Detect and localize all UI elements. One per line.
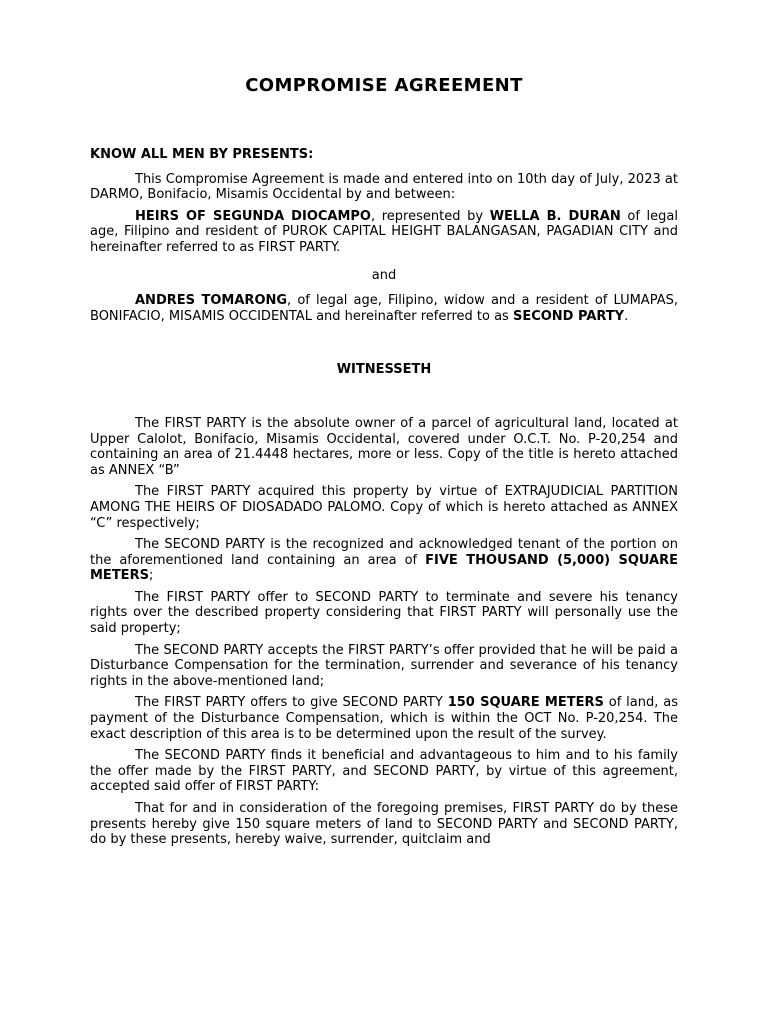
compensation-paragraph (90, 695, 678, 742)
tenant-text-1: The SECOND PARTY is the recognized and acknowledged tenant of the portion on the aforementioned land containing an area of (90, 537, 678, 568)
know-all-heading: KNOW ALL MEN BY PRESENTS: (90, 147, 314, 162)
second-party-text-1: , of legal age, Filipino, widow and a resident of LUMAPAS, BONIFACIO, MISAMIS OCCIDENTAL and hereinafter referred to as (90, 293, 678, 324)
second-party-text-2: . (624, 308, 629, 324)
first-party-representative: WELLA B. DURAN (489, 208, 621, 224)
acceptance-paragraph: The SECOND PARTY accepts the FIRST PARTY’s offer provided that he will be paid a Disturbance Compensation for the termination, surrender and severance of his tenancy rights in the above-mentioned land; (90, 642, 678, 689)
compensation-area: 150 SQUARE METERS (447, 695, 604, 711)
document-body (90, 147, 678, 854)
second-party-paragraph (90, 293, 678, 324)
first-party-text-1: , represented by (370, 208, 490, 224)
tenant-paragraph (90, 537, 678, 584)
second-party-name: ANDRES TOMARONG (135, 293, 288, 309)
first-party-paragraph (90, 209, 678, 256)
offer-paragraph: The FIRST PARTY offer to SECOND PARTY to terminate and severe his tenancy rights over the described property considering that FIRST PARTY will personally use the said property; (90, 589, 678, 637)
tenant-text-2: ; (148, 568, 154, 584)
and-separator: and (371, 267, 397, 283)
first-party-text-2: of legal age, Filipino and resident of PUROK CAPITAL HEIGHT BALANGASAN, PAGADIAN CITY and hereinafter referred to as FIRST PARTY. (90, 208, 678, 255)
second-party-label: SECOND PARTY (512, 308, 625, 324)
tenant-area: FIVE THOUSAND (5,000) SQUARE METERS (90, 552, 678, 584)
document-title: COMPROMISE AGREEMENT (245, 75, 523, 96)
compensation-text-1: The FIRST PARTY offers to give SECOND PARTY (135, 695, 448, 711)
witnesseth-heading: WITNESSETH (336, 362, 432, 378)
acquisition-paragraph: The FIRST PARTY acquired this property by virtue of EXTRAJUDICIAL PARTITION AMONG THE HEIRS OF DIOSADADO PALOMO. Copy of which is hereto attached as ANNEX “C” respectively; (90, 484, 678, 531)
ownership-paragraph: The FIRST PARTY is the absolute owner of a parcel of agricultural land, located at Upper Calolot, Bonifacio, Misamis Occidental, covered under O.C.T. No. P-20,254 and containing an area of 21.4448 hectares, more or less. Copy of the title is hereto attached as ANNEX “B” (90, 415, 678, 478)
compensation-text-2: of land, as payment of the Disturbance Compensation, which is within the OCT No. P-20,254. The exact description of this area is to be determined upon the result of the survey. (90, 695, 679, 742)
intro-paragraph: This Compromise Agreement is made and entered into on 10th day of July, 2023 at DARMO, Bonifacio, Misamis Occidental by and between: (90, 171, 678, 203)
first-party-name: HEIRS OF SEGUNDA DIOCAMPO (135, 208, 371, 224)
consideration-paragraph: That for and in consideration of the foregoing premises, FIRST PARTY do by these presents hereby give 150 square meters of land to SECOND PARTY and SECOND PARTY, do by these presents, hereby waive, surrender, quitclaim and (90, 801, 678, 848)
beneficial-paragraph: The SECOND PARTY finds it beneficial and advantageous to him and to his family the offer made by the FIRST PARTY, and SECOND PARTY, by virtue of this agreement, accepted said offer of FIRST PARTY: (90, 748, 678, 795)
